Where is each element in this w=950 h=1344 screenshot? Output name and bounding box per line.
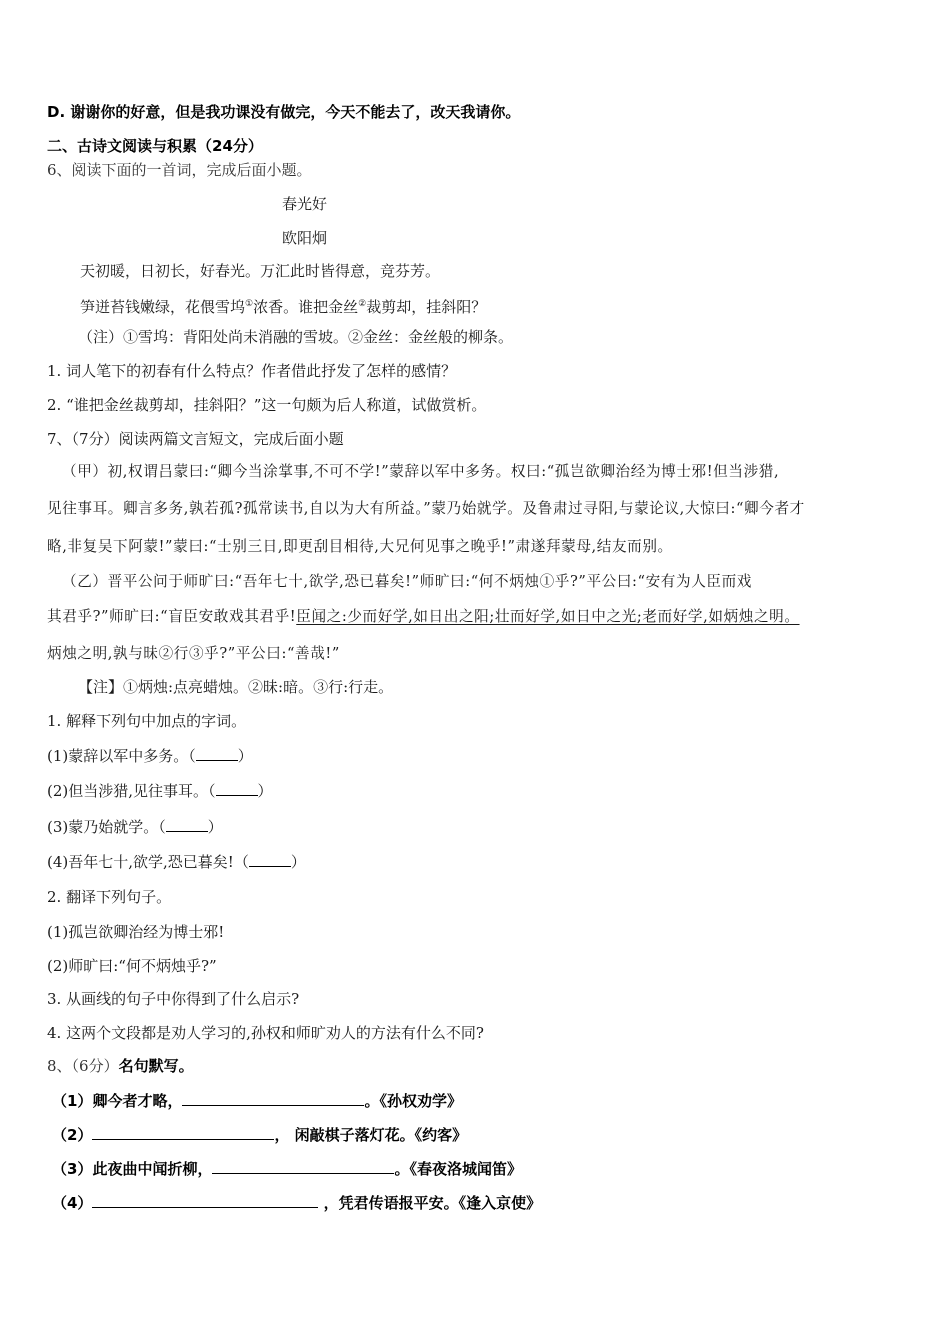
q6-sub1: 1. 词人笔下的初春有什么特点？作者借此抒发了怎样的感情？ xyxy=(47,362,457,380)
passage-note: 【注】①炳烛:点亮蜡烛。②昧:暗。③行:行走。 xyxy=(78,678,394,696)
poem-author: 欧阳炯 xyxy=(282,229,328,247)
fill-blank[interactable] xyxy=(92,1124,274,1140)
fill-blank[interactable] xyxy=(92,1192,318,1208)
q7-sub1: 1. 解释下列句中加点的字词。 xyxy=(47,712,247,730)
q8-prompt xyxy=(47,1056,194,1076)
option-d: D. 谢谢你的好意，但是我功课没有做完，今天不能去了，改天我请你。 xyxy=(47,103,521,121)
q7-sub4: 4. 这两个文段都是劝人学习的,孙权和师旷劝人的方法有什么不同? xyxy=(47,1024,484,1042)
passage-jia-line-3: 略,非复吴下阿蒙!”蒙曰:“士别三日,即更刮目相待,大兄何见事之晚乎!”肃遂拜蒙母,结友而别。 xyxy=(47,538,673,555)
q7-sub2: 2. 翻译下列句子。 xyxy=(47,888,172,906)
q7-sub2-item-1: (1)孤岂欲卿治经为博士邪! xyxy=(47,923,225,941)
passage-yi-line-3: 炳烛之明,孰与昧②行③乎?”平公曰:“善哉!” xyxy=(47,645,340,662)
q7-sub1-item-2: (2)但当涉猎,见往事耳。（ ） xyxy=(47,782,273,800)
passage-jia-line-1: （甲）初,权谓吕蒙曰:“卿今当涂掌事,不可不学!”蒙辞以军中多务。权曰:“孤岂欲卿治经为博士邪!但当涉猎, xyxy=(62,463,780,480)
q8-item-2: （2） ， 闲敲棋子落灯花。《约客》 xyxy=(52,1126,468,1144)
fill-blank[interactable] xyxy=(212,1158,394,1174)
q6-prompt: 6、阅读下面的一首词，完成后面小题。 xyxy=(47,161,312,179)
q7-sub2-item-2: (2)师旷曰:“何不炳烛乎?” xyxy=(47,957,217,975)
footnote-marker-1: ① xyxy=(245,299,254,309)
q8-item-4: （4） ，凭君传语报平安。《逢入京使》 xyxy=(52,1194,542,1212)
answer-blank[interactable] xyxy=(196,745,238,761)
answer-blank[interactable] xyxy=(216,780,258,796)
footnote-marker-2: ② xyxy=(358,299,367,309)
passage-yi-line-2-plain: 其君乎?”师旷曰:“盲臣安敢戏其君乎! xyxy=(47,608,297,625)
answer-blank[interactable] xyxy=(249,851,291,867)
poem-line-1: 天初暖，日初长，好春光。万汇此时皆得意，竞芬芳。 xyxy=(80,262,441,280)
passage-yi-line-1: （乙）晋平公问于师旷曰:“吾年七十,欲学,恐已暮矣!”师旷曰:“何不炳烛①乎?”平公曰:“安有为人臣而戏 xyxy=(62,573,752,590)
q7-sub1-item-3: (3)蒙乃始就学。（ ） xyxy=(47,818,223,836)
poem-line-2-part-b: 浓香。谁把金丝 xyxy=(253,298,359,316)
q8-score: 8、（6分） xyxy=(47,1057,119,1075)
poem-line-2-part-a: 笋迸苔钱嫩绿，花偎雪坞 xyxy=(80,298,246,316)
poem-line-2-part-c: 裁剪却，挂斜阳？ xyxy=(366,298,487,316)
poem-line-2 xyxy=(80,294,486,317)
q7-sub1-item-1: (1)蒙辞以军中多务。（ ） xyxy=(47,747,253,765)
fill-blank[interactable] xyxy=(182,1090,364,1106)
q6-sub2: 2. “谁把金丝裁剪却，挂斜阳？”这一句颇为后人称道，试做赏析。 xyxy=(47,396,487,414)
q8-title: 名句默写。 xyxy=(118,1057,194,1075)
passage-yi-line-2 xyxy=(47,607,800,627)
q7-sub1-item-4: (4)吾年七十,欲学,恐已暮矣!（ ） xyxy=(47,853,306,871)
underlined-sentence: 臣闻之:少而好学,如日出之阳;壮而好学,如日中之光;老而好学,如炳烛之明。 xyxy=(296,608,800,625)
poem-title: 春光好 xyxy=(282,195,328,213)
answer-blank[interactable] xyxy=(166,816,208,832)
passage-jia-line-2: 见往事耳。卿言多务,孰若孤?孤常读书,自以为大有所益。”蒙乃始就学。及鲁肃过寻阳,与蒙论议,大惊曰:“卿今者才 xyxy=(47,500,805,517)
q8-item-1: （1）卿今者才略， 。《孙权劝学》 xyxy=(52,1092,462,1110)
q7-sub3: 3. 从画线的句子中你得到了什么启示? xyxy=(47,990,300,1008)
section-title: 二、古诗文阅读与积累（24分） xyxy=(47,137,263,155)
poem-note: （注）①雪坞：背阳处尚未消融的雪坡。②金丝：金丝般的柳条。 xyxy=(78,328,514,346)
q8-item-3: （3）此夜曲中闻折柳， 。《春夜洛城闻笛》 xyxy=(52,1160,522,1178)
q7-prompt: 7、（7分）阅读两篇文言短文，完成后面小题 xyxy=(47,430,344,448)
